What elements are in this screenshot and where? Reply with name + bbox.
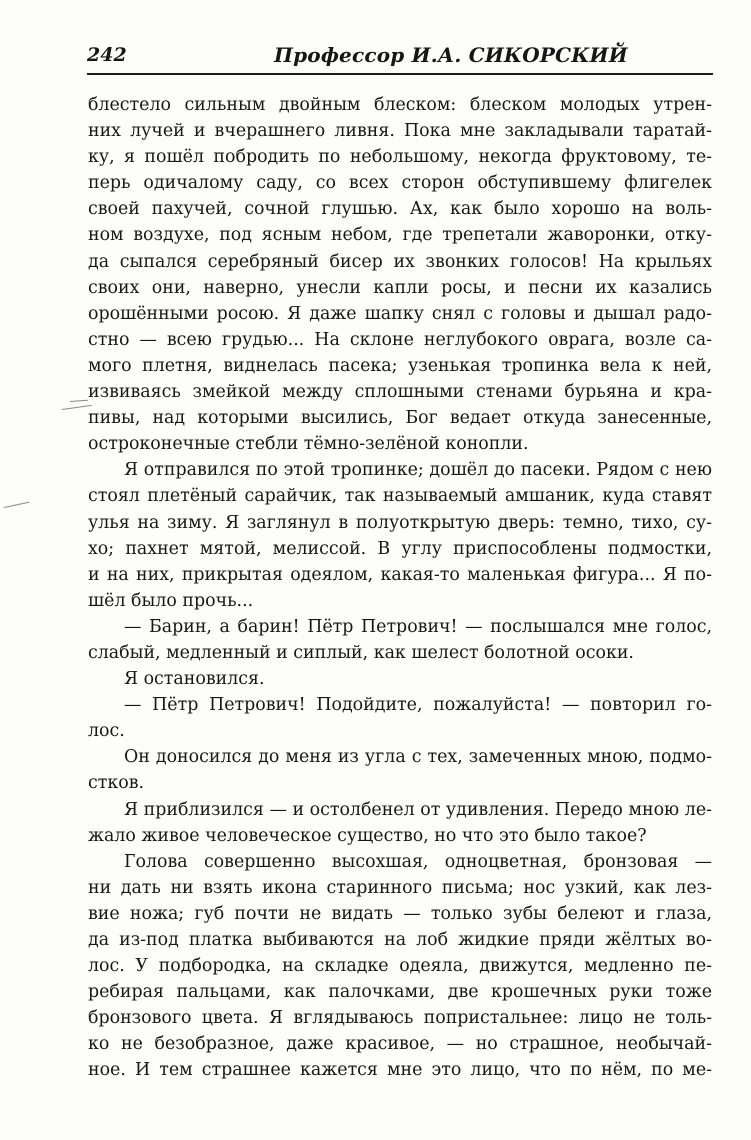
text-line: хо; пахнет мятой, мелиссой. В углу приспособлены подмостки,: [88, 538, 712, 559]
text-line: да из-под платка выбиваются на лоб жидкие пряди жёлтых во-: [88, 930, 712, 950]
text-line: Он доносился до меня из угла с тех, замеченных мною, подмо-: [124, 747, 712, 768]
text-line: шёл было прочь...: [88, 590, 254, 611]
text-line: стков.: [88, 773, 145, 794]
text-line: орошёнными росою. Я даже шапку снял с головы и дышал радо-: [88, 303, 712, 324]
text-line: своих они, наверно, унесли капли росы, и песни их казались: [88, 277, 712, 298]
text-line: да сыпался серебряный бисер их звонких голосов! На крыльях: [88, 251, 712, 272]
text-line: своей пахучей, сочной глушью. Ах, как было хорошо на воль-: [88, 199, 712, 220]
text-line: пивы, над которыми высились, Бог ведает откуда занесенные,: [88, 408, 712, 429]
text-line: стно — всею грудью... На склоне неглубокого оврага, возле са-: [88, 329, 712, 350]
text-line: — Барин, а барин! Пётр Петрович! — послышался мне голос,: [124, 616, 712, 637]
text-line: ном воздухе, под ясным небом, где трепетали жаворонки, отку-: [88, 225, 712, 246]
text-line: перь одичалому саду, со всех сторон обступившему флигелек: [88, 173, 712, 194]
scan-mark: [4, 502, 30, 508]
text-line: ребирая пальцами, как палочками, две крошечных руки тоже: [88, 982, 712, 1003]
text-line: Я отправился по этой тропинке; дошёл до пасеки. Рядом с нею: [124, 460, 712, 481]
text-line: мого плетня, виднелась пасека; узенькая тропинка вела к ней,: [88, 355, 712, 376]
text-line: слабый, медленный и сиплый, как шелест болотной осоки.: [88, 642, 634, 663]
text-line: лос.: [88, 721, 125, 742]
text-line: и на них, прикрытая одеялом, какая-то маленькая фигура... Я по-: [88, 564, 712, 585]
text-line: лос. У подбородка, на складке одеяла, движутся, медленно пе-: [88, 956, 712, 977]
page-number: 242: [87, 44, 127, 66]
text-line: остроконечные стебли тёмно-зелёной конопли.: [88, 434, 529, 455]
text-line: стоял плетёный сарайчик, так называемый амшаник, куда ставят: [88, 486, 712, 507]
header-rule: [87, 73, 713, 75]
text-line: блестело сильным двойным блеском: блеском молодых утрен-: [88, 95, 712, 115]
text-line: — Пётр Петрович! Подойдите, пожалуйста! — повторил го-: [124, 695, 712, 716]
text-line: ное. И тем страшнее кажется мне это лицо, что по нём, по ме-: [88, 1060, 712, 1081]
text-line: Голова совершенно высохшая, одноцветная, бронзовая —: [124, 851, 712, 872]
body-text: [88, 92, 712, 1084]
text-line: улья на зиму. Я заглянул в полуоткрытую дверь: темно, тихо, су-: [88, 512, 712, 533]
running-title: Профессор И.А. СИКОРСКИЙ: [274, 43, 628, 67]
text-line: Я приблизился — и остолбенел от удивления. Передо мною ле-: [124, 799, 712, 820]
text-line: бронзового цвета. Я вглядываюсь попристальнее: лицо не толь-: [88, 1008, 712, 1029]
scan-mark: [70, 400, 88, 402]
page-header: [87, 42, 715, 72]
text-line: жало живое человеческое существо, но что это было такое?: [88, 825, 647, 846]
text-line: Я остановился.: [124, 669, 265, 690]
text-line: ко не безобразное, даже красивое, — но страшное, необычай-: [88, 1034, 712, 1055]
text-line: ку, я пошёл побродить по небольшому, некогда фруктовому, те-: [88, 147, 712, 168]
text-line: вие ножа; губ почти не видать — только зубы белеют и глаза,: [88, 903, 712, 924]
text-line: них лучей и вчерашнего ливня. Пока мне закладывали таратай-: [88, 121, 712, 142]
text-line: ни дать ни взять икона старинного письма; нос узкий, как лез-: [88, 877, 712, 898]
text-line: извиваясь змейкой между сплошными стенами бурьяна и кра-: [88, 382, 712, 403]
